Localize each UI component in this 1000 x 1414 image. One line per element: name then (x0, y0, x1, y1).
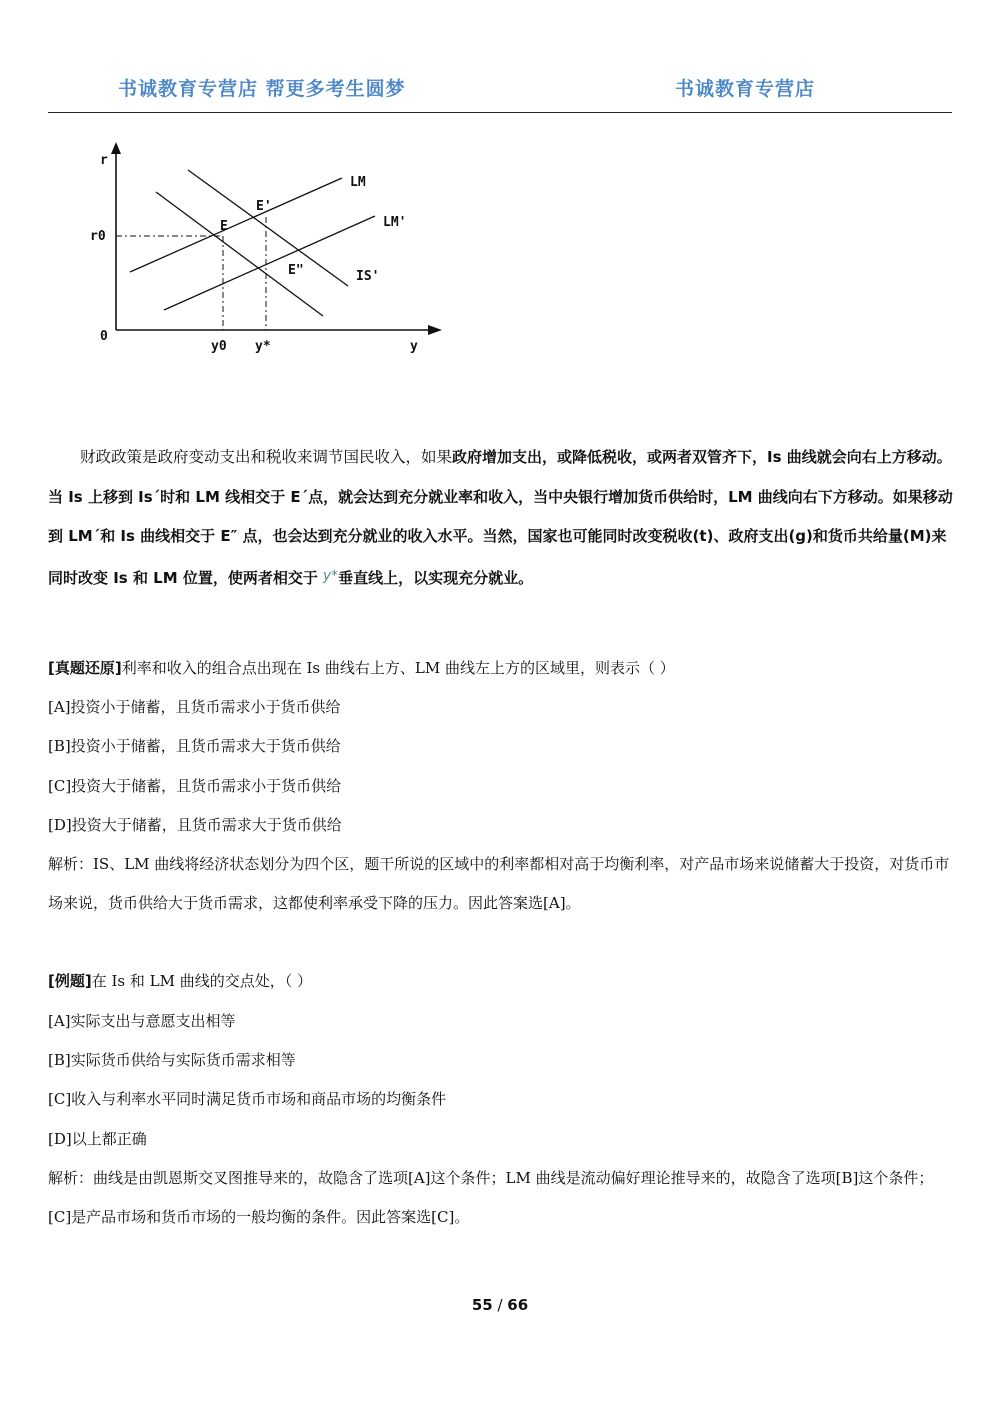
q1-stem (48, 658, 954, 678)
is-lm-diagram (80, 140, 460, 360)
x-axis-arrow (428, 325, 442, 335)
current-page: 55 (471, 1296, 493, 1314)
is-prime-curve (188, 170, 348, 286)
q2-option-d: [D]以上都正确 (48, 1130, 147, 1148)
q1-tag: [真题还原] (48, 659, 122, 677)
lm-prime-label: LM' (383, 215, 407, 230)
is-prime-label: IS' (356, 269, 380, 284)
q2-analysis: 解析：曲线是由凯恩斯交叉图推导来的，故隐含了选项[A]这个条件；LM 曲线是流动偏好理论推导来的，故隐含了选项[B]这个条件；[C]是产品市场和货币市场的一般均衡的条件。因此答案选[C]。 (48, 1169, 934, 1226)
header-divider (48, 112, 952, 113)
y-axis-arrow (111, 142, 121, 154)
header-right-title: 书诚教育专营店 (675, 78, 816, 100)
paragraph-end: 垂直线上，以实现充分就业。 (338, 568, 534, 587)
q1-option-d: [D]投资大于储蓄，且货币需求大于货币供给 (48, 816, 342, 834)
q2-option-c: [C]收入与利率水平同时满足货币市场和商品市场的均衡条件 (48, 1090, 447, 1108)
lm-prime-curve (164, 216, 375, 310)
e-label: E (220, 219, 228, 234)
paragraph-bold: 政府增加支出，或降低税收，或两者双管齐下，Is 曲线就会向右上方移动。当 Is 上移到 Is´时和 LM 线相交于 E´点，就会达到充分就业率和收入，当中央银行增加货币供给时，LM 曲线向右下方移动。如果移动到 LM´和 Is 曲线相交于 E″ 点，也会达到充分就业的收入水平。当然，国家也可能同时改变税收(t)、政府支出(g)和货币共给量(M)来同时改变 Is 和 LM 位置，使两者相交于 (48, 448, 953, 587)
y0-label: y0 (211, 339, 227, 354)
paragraph-intro: 财政政策是政府变动支出和税收来调节国民收入，如果 (80, 448, 453, 466)
ystar-symbol: y* (322, 567, 339, 584)
q2-option-a: [A]实际支出与意愿支出相等 (48, 1012, 236, 1030)
q1-option-b: [B]投资小于储蓄，且货币需求大于货币供给 (48, 737, 341, 755)
q2-stem (48, 971, 954, 991)
ystar-label: y* (255, 339, 271, 354)
page-header (48, 70, 952, 110)
q1-analysis: 解析：IS、LM 曲线将经济状态划分为四个区，题干所说的区域中的利率都相对高于均衡利率，对产品市场来说储蓄大于投资，对货币市场来说，货币供给大于货币需求，这都使利率承受下降的压力。因此答案选[A]。 (48, 855, 950, 912)
y-label: y (410, 339, 418, 354)
is-curve (156, 192, 323, 316)
lm-label: LM (350, 175, 366, 190)
r0-label: r0 (90, 229, 106, 244)
header-left-title: 书诚教育专营店 帮更多考生圆梦 (118, 78, 406, 100)
q2-stem-text: 在 Is 和 LM 曲线的交点处，（ ） (91, 972, 313, 990)
page-number: 55 / 66 (471, 1296, 529, 1314)
e-dprime-label: E" (288, 263, 304, 278)
e-prime-label: E' (256, 199, 272, 214)
total-pages: 66 (507, 1296, 529, 1314)
r-label: r (100, 153, 108, 168)
q2-option-b: [B]实际货币供给与实际货币需求相等 (48, 1051, 296, 1069)
q2-tag: [例题] (48, 972, 92, 990)
q1-option-a: [A]投资小于储蓄，且货币需求小于货币供给 (48, 698, 341, 716)
origin-label: 0 (100, 329, 108, 344)
policy-paragraph (48, 438, 954, 598)
q1-stem-text: 利率和收入的组合点出现在 Is 曲线右上方、LM 曲线左上方的区域里，则表示（ ） (121, 659, 675, 677)
q1-option-c: [C]投资大于储蓄，且货币需求小于货币供给 (48, 777, 342, 795)
